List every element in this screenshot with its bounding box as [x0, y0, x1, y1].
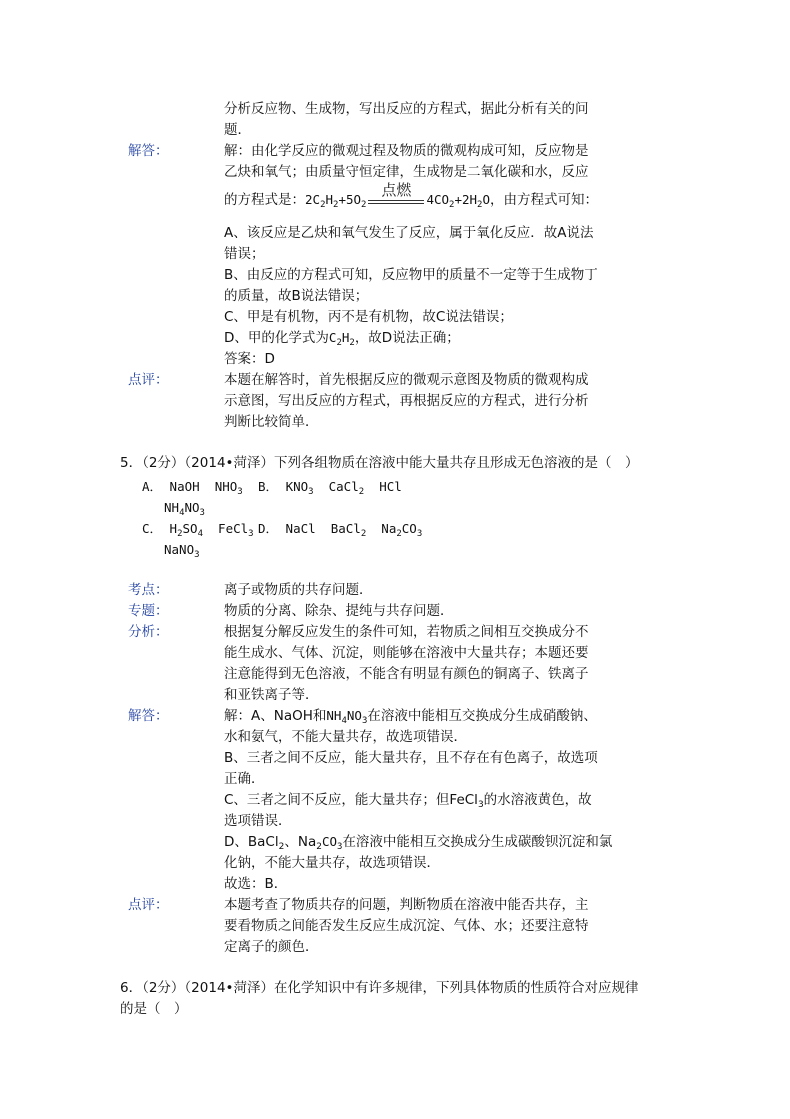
option-a: A． NaOH $NHO_3$: [142, 479, 243, 497]
comment-line: 判断比较简单．: [224, 414, 319, 430]
point-line: D、甲的化学式为$C_2H_2$，故D说法正确；: [224, 330, 460, 348]
option-c: C． $H_2SO_4$ FeCl$_3$: [142, 521, 254, 539]
comment-line: 示意图，写出反应的方程式，再根据反应的方程式，进行分析: [224, 393, 589, 409]
fenxi-line: 根据复分解反应发生的条件可知，若物质之间相互交换成分不: [224, 624, 589, 640]
jieda-line: 化钠，不能大量共存，故选项错误．: [224, 855, 440, 871]
question-6-stem: 的是（ ）: [120, 1001, 188, 1017]
option-c-cont: NaNO$_3$: [164, 542, 200, 560]
point-line: A、该反应是乙炔和氧气发生了反应，属于氧化反应．故A说法: [224, 225, 594, 241]
option-a-cont: $NH_4NO_3$: [164, 500, 205, 518]
choose-answer: 故选：B．: [224, 876, 288, 892]
equation-prefix: 的方程式是：: [224, 192, 305, 208]
answer-label: 解答：: [128, 143, 169, 159]
jieda-line: 正确．: [224, 771, 265, 787]
zhuanti-label: 专题：: [128, 603, 169, 619]
fenxi-line: 和亚铁离子等．: [224, 687, 319, 703]
answer-line: 乙炔和氧气；由质量守恒定律，生成物是二氧化碳和水，反应: [224, 164, 589, 180]
comment-line: 本题在解答时，首先根据反应的微观示意图及物质的微观构成: [224, 372, 589, 388]
answer-value: 答案：D: [224, 351, 275, 367]
comment-label: 点评：: [128, 372, 169, 388]
equation-products: $4CO_2+2H_2O$: [426, 192, 490, 210]
kaodian-text: 离子或物质的共存问题．: [224, 582, 373, 598]
equation-suffix: ，由方程式可知：: [489, 192, 598, 208]
dianping-line: 本题考查了物质共存的问题，判断物质在溶液中能否共存，主: [224, 897, 589, 913]
reaction-arrow: [368, 181, 424, 208]
reaction-condition: 点燃: [381, 181, 412, 199]
zhuanti-text: 物质的分离、除杂、提纯与共存问题．: [224, 603, 454, 619]
dianping-label: 点评：: [128, 897, 169, 913]
jieda-line: D、BaCl$_2$、$Na_2CO_3$在溶液中能相互交换成分生成碳酸钡沉淀和氯: [224, 834, 613, 852]
jieda-line: 选项错误．: [224, 813, 292, 829]
option-d: D． NaCl BaCl$_2$ $Na_2CO_3$: [258, 521, 423, 539]
point-line: 的质量，故B说法错误；: [224, 288, 369, 304]
jieda-line: B、三者之间不反应，能大量共存，且不存在有色离子，故选项: [224, 750, 598, 766]
fenxi-line: 注意能得到无色溶液，不能含有明显有颜色的铜离子、铁离子: [224, 666, 589, 682]
jieda-line: 解：A、NaOH和$NH_4NO_3$在溶液中能相互交换成分生成硝酸钠、: [224, 708, 597, 726]
equation-line: [224, 181, 598, 210]
point-line: 错误；: [224, 246, 265, 262]
fenxi-label: 分析：: [128, 624, 169, 640]
fenxi-line: 能生成水、气体、沉淀，则能够在溶液中大量共存；本题还要: [224, 645, 589, 661]
dianping-line: 定离子的颜色．: [224, 939, 319, 955]
option-b: B． $KNO_3$ CaCl$_2$ HCl: [258, 479, 402, 497]
question-5-stem: 5．（2分）（2014•菏泽）下列各组物质在溶液中能大量共存且形成无色溶液的是（ ）: [120, 455, 639, 471]
jieda-line: C、三者之间不反应，能大量共存；但FeCl$_3$的水溶液黄色，故: [224, 792, 592, 810]
dianping-line: 要看物质之间能否发生反应生成沉淀、气体、水；还要注意特: [224, 918, 589, 934]
jieda-label: 解答：: [128, 708, 169, 724]
answer-line: 解：由化学反应的微观过程及物质的微观构成可知，反应物是: [224, 143, 589, 159]
question-6-stem: 6．（2分）（2014•菏泽）在化学知识中有许多规律，下列具体物质的性质符合对应规律: [120, 980, 639, 996]
point-line: B、由反应的方程式可知，反应物甲的质量不一定等于生成物丁: [224, 267, 598, 283]
kaodian-label: 考点：: [128, 582, 169, 598]
equation-reactants: $2C_2H_2+5O_2$: [305, 192, 367, 210]
point-line: C、甲是有机物，丙不是有机物，故C说法错误；: [224, 309, 513, 325]
analysis-line: 分析反应物、生成物，写出反应的方程式，据此分析有关的问: [224, 101, 589, 117]
analysis-line: 题．: [224, 122, 251, 138]
jieda-line: 水和氨气，不能大量共存，故选项错误．: [224, 729, 467, 745]
